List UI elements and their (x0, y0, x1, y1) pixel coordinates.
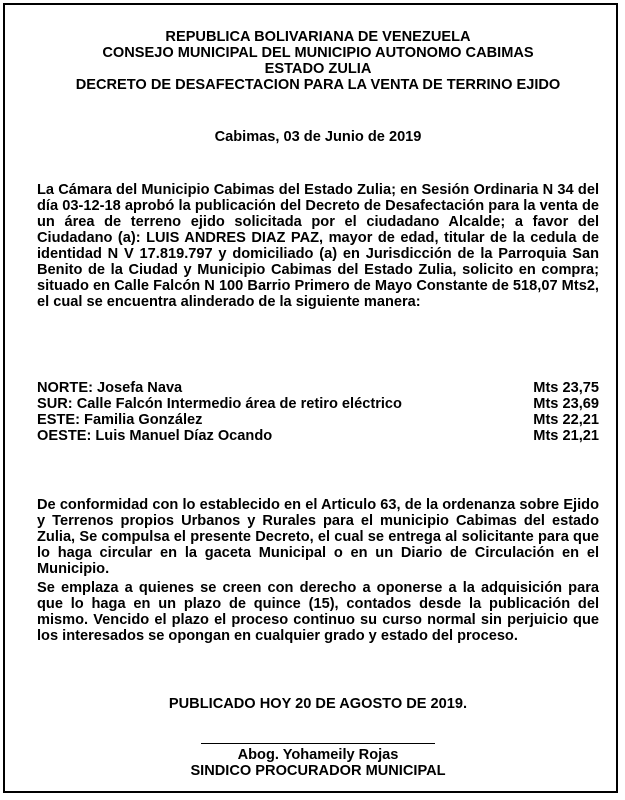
paragraph-opposition-notice: Se emplaza a quienes se creen con derecho a oponerse a la adquisición para que lo haga en un plazo de quince (15), contados desde la publicación del mismo. Vencido el plazo el proceso continuo su curso normal sin perjuicio que los interesados se opongan en cualquier grado y estado del proceso. (37, 580, 599, 644)
boundary-measure: Mts 21,21 (533, 428, 599, 444)
boundary-row-south (37, 396, 599, 412)
header-line-decree-title: DECRETO DE DESAFECTACION PARA LA VENTA DE TERRINO EJIDO (75, 77, 561, 93)
paragraph-session-approval: La Cámara del Municipio Cabimas del Estado Zulia; en Sesión Ordinaria N 34 del día 03-12-18 aprobó la publicación del Decreto de Desafectación para la venta de un área de terreno ejido solicitada por el ciudadano Alcalde; a favor del Ciudadano (a): LUIS ANDRES DIAZ PAZ, mayor de edad, titular de la cedula de identidad N V 17.819.797 y domiciliado (a) en Jurisdicción de la Parroquia San Benito de la Ciudad y Municipio Cabimas del Estado Zulia, solicito en compra; situado en Calle Falcón N 100 Barrio Primero de Mayo Constante de 518,07 Mts2, el cual se encuentra alinderado de la siguiente manera: (37, 182, 599, 310)
signer-name: Abog. Yohameily Rojas (237, 747, 399, 763)
boundary-label: ESTE: Familia González (37, 412, 203, 428)
boundary-measure: Mts 23,75 (533, 380, 599, 396)
boundary-label: SUR: Calle Falcón Intermedio área de retiro eléctrico (37, 396, 402, 412)
boundary-measure: Mts 22,21 (533, 412, 599, 428)
signer-title: SINDICO PROCURADOR MUNICIPAL (190, 763, 446, 779)
document-header (37, 29, 599, 93)
boundary-label: OESTE: Luis Manuel Díaz Ocando (37, 428, 273, 444)
signer-block (37, 747, 599, 779)
place-date: Cabimas, 03 de Junio de 2019 (214, 129, 422, 145)
header-line-council: CONSEJO MUNICIPAL DEL MUNICIPIO AUTONOMO CABIMAS (102, 45, 534, 61)
boundary-row-north (37, 380, 599, 396)
publication-date: PUBLICADO HOY 20 DE AGOSTO DE 2019. (168, 696, 468, 712)
boundary-row-east (37, 412, 599, 428)
boundary-measure: Mts 23,69 (533, 396, 599, 412)
header-line-state: ESTADO ZULIA (264, 61, 372, 77)
notice-frame (3, 3, 618, 793)
header-line-republic: REPUBLICA BOLIVARIANA DE VENEZUELA (165, 29, 471, 45)
paragraph-ordinance: De conformidad con lo establecido en el Articulo 63, de la ordenanza sobre Ejido y Terrenos propios Urbanos y Rurales para el municipio Cabimas del estado Zulia, Se compulsa el presente Decreto, el cual se entrega al solicitante para que lo haga circular en la gaceta Municipal o en un Diario de Circulación en el Municipio. (37, 497, 599, 577)
boundaries-list (37, 380, 599, 444)
signature-line (201, 743, 435, 744)
boundary-label: NORTE: Josefa Nava (37, 380, 183, 396)
boundary-row-west (37, 428, 599, 444)
